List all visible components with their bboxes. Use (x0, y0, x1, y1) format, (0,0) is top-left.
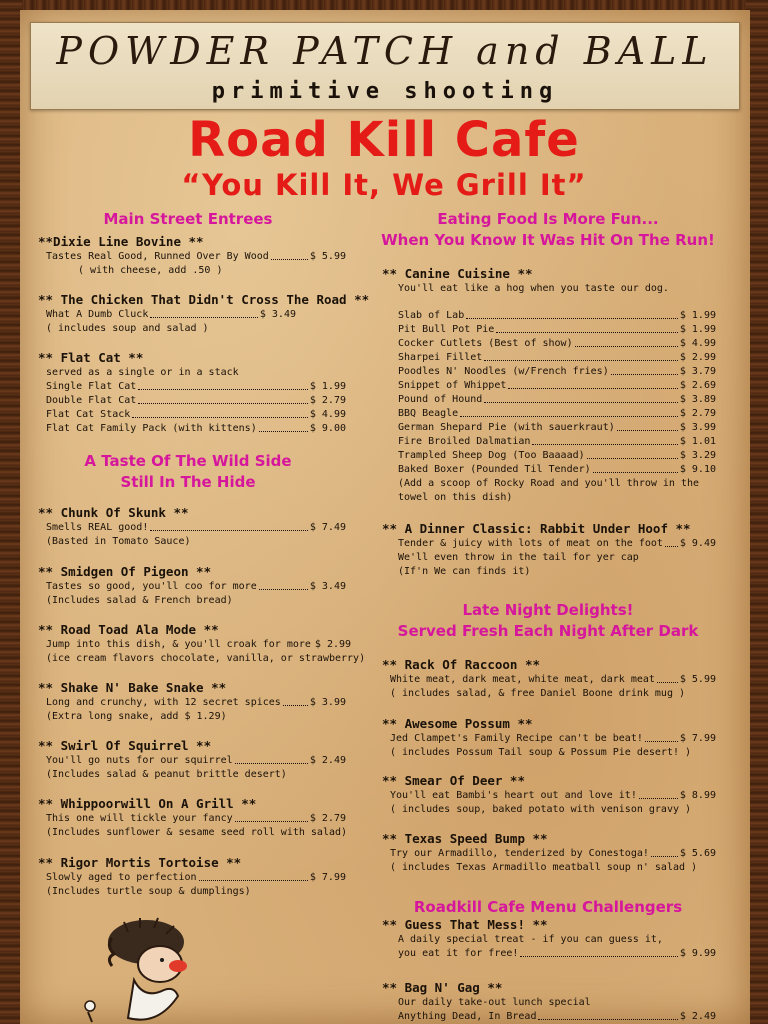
row-label: Cocker Cutlets (Best of show) (398, 338, 573, 349)
item-name: ** Swirl Of Squirrel ** (38, 738, 212, 753)
item-desc: Jump into this dish, & you'll croak for more (46, 639, 311, 650)
item-note: (Extra long snake, add $ 1.29) (46, 711, 227, 722)
item-note: We'll even throw in the tail for yer cap (398, 552, 639, 563)
item-desc: What A Dumb Cluck (46, 309, 149, 320)
item-name: ** Awesome Possum ** (382, 716, 533, 731)
row-label: Flat Cat Stack (46, 409, 131, 420)
item-price: $ 2.99 (314, 639, 352, 650)
item-desc: served as a single or in a stack (46, 367, 239, 378)
item-name: ** Canine Cuisine ** (382, 266, 533, 281)
item-name: ** Flat Cat ** (38, 350, 144, 365)
banner-title: POWDER PATCH and BALL (56, 29, 714, 73)
heading-wild-side (38, 451, 338, 493)
heading-eating-food (352, 209, 744, 251)
banner-subtitle: primitive shooting (211, 79, 559, 104)
row-label: BBQ Beagle (398, 408, 459, 419)
menu-item-speed-bump (382, 831, 716, 875)
item-price: $ 5.99 (309, 251, 346, 262)
heading-line-2: Still In The Hide (120, 473, 256, 491)
item-price: $ 2.49 (679, 1011, 716, 1022)
menu-item-deer (382, 773, 716, 817)
item-desc: Our daily take-out lunch special (398, 997, 591, 1008)
item-desc: This one will tickle your fancy (46, 813, 233, 824)
row-price: $ 1.99 (679, 324, 716, 335)
item-price: $ 5.99 (679, 674, 716, 685)
item-desc: Tastes so good, you'll coo for more (46, 581, 257, 592)
item-note: ( includes Texas Armadillo meatball soup n' salad ) (390, 862, 698, 873)
row-label: Slab of Lab (398, 310, 465, 321)
row-label: Flat Cat Family Pack (with kittens) (46, 423, 257, 434)
row-price: $ 2.99 (679, 352, 716, 363)
row-label: Sharpei Fillet (398, 352, 483, 363)
row-price: $ 9.10 (679, 464, 716, 475)
row-label: Single Flat Cat (46, 381, 137, 392)
item-name: ** Rack Of Raccoon ** (382, 657, 541, 672)
header-banner (30, 22, 740, 110)
cafe-title: Road Kill Cafe (188, 112, 580, 168)
menu-item-pigeon (38, 564, 346, 608)
item-desc: Smells REAL good! (46, 522, 149, 533)
item-desc: you eat it for free! (398, 948, 519, 959)
item-name: ** The Chicken That Didn't Cross The Road ** (38, 292, 370, 307)
item-price: $ 2.79 (309, 813, 346, 824)
menu-item-skunk (38, 505, 346, 549)
item-desc: Try our Armadillo, tenderized by Conestoga! (390, 848, 649, 859)
item-price: $ 7.99 (309, 872, 346, 883)
item-note: (ice cream flavors chocolate, vanilla, or strawberry) (46, 653, 366, 664)
item-note: (If'n We can finds it) (398, 566, 531, 577)
item-desc: You'll eat like a hog when you taste our dog. (398, 283, 669, 294)
item-price: $ 3.49 (259, 309, 296, 320)
heading-menu-challengers: Roadkill Cafe Menu Challengers (413, 898, 683, 916)
item-price: $ 9.99 (679, 948, 716, 959)
menu-item-bag-n-gag (382, 980, 716, 1024)
row-label: Trampled Sheep Dog (Too Baaaad) (398, 450, 585, 461)
row-price: $ 3.99 (679, 422, 716, 433)
item-note: (Includes salad & French bread) (46, 595, 233, 606)
row-label: Pound of Hound (398, 394, 483, 405)
item-note: ( with cheese, add .50 ) (78, 265, 223, 276)
row-price: $ 1.01 (679, 436, 716, 447)
item-name: ** Road Toad Ala Mode ** (38, 622, 219, 637)
menu-item-guess-that-mess (382, 917, 716, 961)
row-price: $ 4.99 (679, 338, 716, 349)
item-note: (Basted in Tomato Sauce) (46, 536, 191, 547)
item-name: ** Whippoorwill On A Grill ** (38, 796, 257, 811)
item-name: ** Shake N' Bake Snake ** (38, 680, 227, 695)
heading-main-street-entrees: Main Street Entrees (103, 210, 273, 228)
row-price: $ 3.29 (679, 450, 716, 461)
row-label: Snippet of Whippet (398, 380, 507, 391)
item-name: **Dixie Line Bovine ** (38, 234, 204, 249)
item-name: ** Smidgen Of Pigeon ** (38, 564, 212, 579)
item-note: (Includes salad & peanut brittle desert) (46, 769, 287, 780)
item-note: ( includes soup and salad ) (46, 323, 209, 334)
item-note: towel on this dish) (398, 492, 513, 503)
row-price: $ 2.79 (679, 408, 716, 419)
item-desc: Tender & juicy with lots of meat on the foot (398, 538, 663, 549)
item-note: ( includes Possum Tail soup & Possum Pie desert! ) (390, 747, 692, 758)
heading-line-1: A Taste Of The Wild Side (84, 452, 292, 470)
row-price: $ 9.00 (309, 423, 346, 434)
row-label: Fire Broiled Dalmatian (398, 436, 531, 447)
item-price: $ 3.99 (309, 697, 346, 708)
row-price: $ 4.99 (309, 409, 346, 420)
mountain-man-illustration (78, 914, 198, 1024)
heading-late-night (352, 600, 744, 642)
item-note: ( includes salad, & free Daniel Boone drink mug ) (390, 688, 686, 699)
item-desc: You'll eat Bambi's heart out and love it! (390, 790, 637, 801)
item-note: (Add a scoop of Rocky Road and you'll throw in the (398, 478, 700, 489)
item-note: ( includes soup, baked potato with venison gravy ) (390, 804, 692, 815)
item-desc: Slowly aged to perfection (46, 872, 197, 883)
item-price: $ 3.49 (309, 581, 346, 592)
item-name: ** Rigor Mortis Tortoise ** (38, 855, 242, 870)
item-desc: White meat, dark meat, white meat, dark meat (390, 674, 655, 685)
heading-line-1: Late Night Delights! (462, 601, 634, 619)
item-name: ** Texas Speed Bump ** (382, 831, 548, 846)
item-price: $ 2.49 (309, 755, 346, 766)
item-price: $ 7.49 (309, 522, 346, 533)
row-price: $ 2.69 (679, 380, 716, 391)
row-label: German Shepard Pie (with sauerkraut) (398, 422, 615, 433)
item-desc: Jed Clampet's Family Recipe can't be beat! (390, 733, 643, 744)
item-desc: A daily special treat - if you can guess it, (398, 934, 663, 945)
menu-item-raccoon (382, 657, 716, 701)
row-price: $ 1.99 (309, 381, 346, 392)
row-price: $ 1.99 (679, 310, 716, 321)
item-price: $ 8.99 (679, 790, 716, 801)
row-label: Double Flat Cat (46, 395, 137, 406)
menu-item-dixie (38, 234, 346, 278)
item-desc: Anything Dead, In Bread (398, 1011, 537, 1022)
heading-line-1: Eating Food Is More Fun... (437, 210, 659, 228)
menu-item-chicken (38, 292, 370, 336)
menu-item-squirrel (38, 738, 346, 782)
row-price: $ 2.79 (309, 395, 346, 406)
menu-item-toad (38, 622, 366, 666)
item-name: ** Guess That Mess! ** (382, 917, 548, 932)
menu-item-whippoorwill (38, 796, 346, 840)
menu-item-tortoise (38, 855, 346, 899)
cafe-slogan: “You Kill It, We Grill It” (181, 168, 587, 202)
item-name: ** Smear Of Deer ** (382, 773, 525, 788)
item-price: $ 9.49 (679, 538, 716, 549)
menu-item-flat-cat (38, 350, 346, 436)
item-note: (Includes turtle soup & dumplings) (46, 886, 251, 897)
row-label: Poodles N' Noodles (w/French fries) (398, 366, 609, 377)
menu-item-rabbit (382, 521, 716, 579)
row-price: $ 3.89 (679, 394, 716, 405)
item-desc: Long and crunchy, with 12 secret spices (46, 697, 281, 708)
menu-item-possum (382, 716, 716, 760)
heading-line-2: Served Fresh Each Night After Dark (397, 622, 699, 640)
item-name: ** Bag N' Gag ** (382, 980, 503, 995)
menu-item-canine (382, 266, 716, 505)
item-name: ** A Dinner Classic: Rabbit Under Hoof ** (382, 521, 691, 536)
item-name: ** Chunk Of Skunk ** (38, 505, 189, 520)
item-price: $ 7.99 (679, 733, 716, 744)
item-desc: Tastes Real Good, Runned Over By Wood (46, 251, 269, 262)
heading-line-2: When You Know It Was Hit On The Run! (381, 231, 715, 249)
item-note: (Includes sunflower & sesame seed roll with salad) (46, 827, 348, 838)
row-price: $ 3.79 (679, 366, 716, 377)
row-label: Baked Boxer (Pounded Til Tender) (398, 464, 591, 475)
item-desc: You'll go nuts for our squirrel (46, 755, 233, 766)
menu-item-snake (38, 680, 346, 724)
row-label: Pit Bull Pot Pie (398, 324, 495, 335)
item-price: $ 5.69 (679, 848, 716, 859)
